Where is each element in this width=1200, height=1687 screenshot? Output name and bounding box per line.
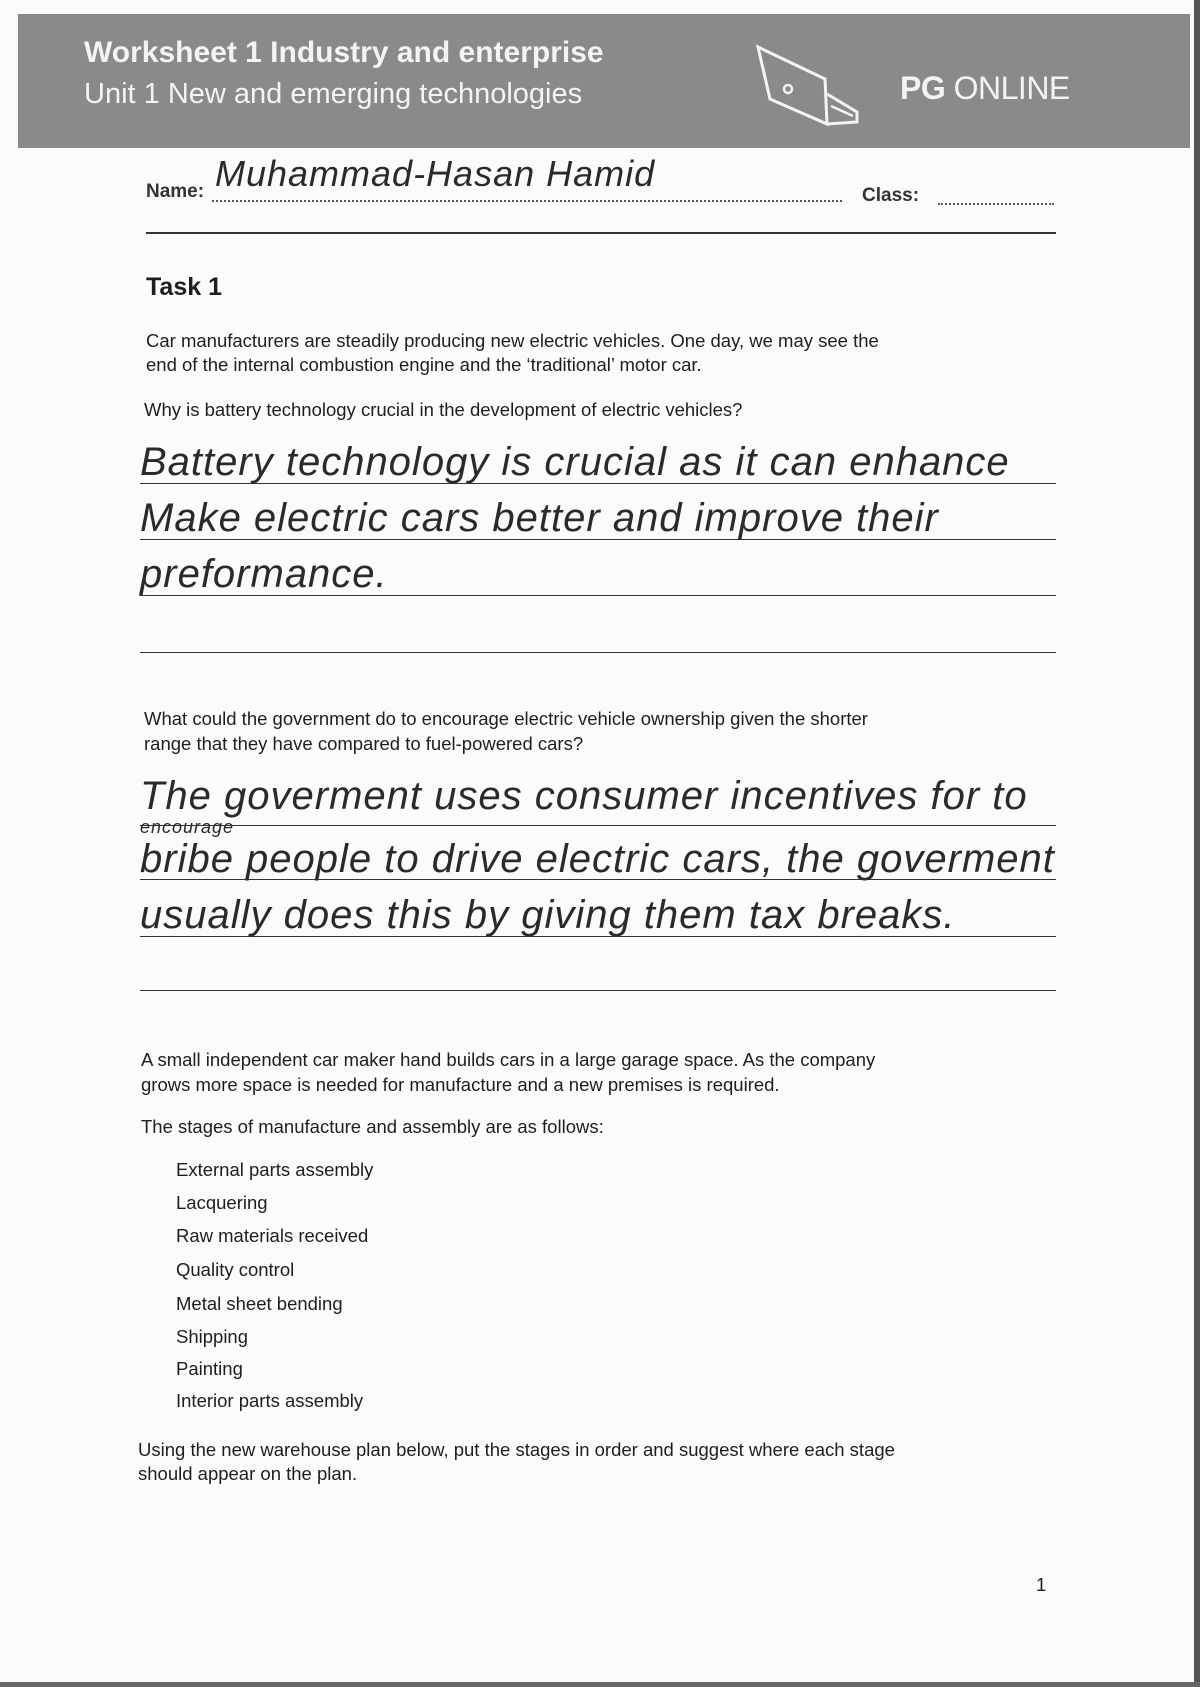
class-label: Class:: [862, 185, 920, 206]
question-2-line: What could the government do to encourage electric vehicle ownership given the shorter: [144, 708, 868, 729]
answer-2-line[interactable]: bribe people to drive electric cars, the goverment: [140, 837, 1055, 881]
intro-line: end of the internal combustion engine and the ‘traditional’ motor car.: [146, 354, 702, 375]
stage-item: Quality control: [176, 1259, 295, 1280]
stage-item: Interior parts assembly: [176, 1390, 364, 1411]
instruction-line: should appear on the plan.: [138, 1463, 358, 1484]
scan-edge-bottom: [0, 1682, 1200, 1687]
name-label: Name:: [146, 181, 205, 202]
pg-online-logo: [900, 70, 1070, 107]
worksheet-subtitle: Unit 1 New and emerging technologies: [84, 78, 583, 110]
answer-2-line[interactable]: usually does this by giving them tax breaks.: [140, 893, 956, 937]
question-1: Why is battery technology crucial in the development of electric vehicles?: [144, 399, 743, 420]
stage-item: Lacquering: [176, 1192, 268, 1213]
intro-line: Car manufacturers are steadily producing new electric vehicles. One day, we may see the: [146, 330, 879, 351]
name-field[interactable]: Muhammad-Hasan Hamid: [215, 153, 656, 194]
answer-1-line[interactable]: preformance.: [140, 552, 388, 596]
scenario-line: A small independent car maker hand builds cars in a large garage space. As the company: [141, 1049, 876, 1070]
laptop-logo-icon: [755, 44, 865, 129]
answer-line: [140, 652, 1056, 653]
instruction-line: Using the new warehouse plan below, put the stages in order and suggest where each stage: [138, 1439, 895, 1460]
name-field-line: [212, 200, 842, 202]
question-2-line: range that they have compared to fuel-powered cars?: [144, 733, 584, 754]
answer-2-insertion: encourage: [140, 817, 235, 837]
answer-2-line[interactable]: The goverment uses consumer incentives for to: [140, 774, 1028, 818]
header-divider: [146, 232, 1056, 234]
answer-1-line[interactable]: Make electric cars better and improve their: [140, 496, 939, 540]
stage-item: Shipping: [176, 1326, 249, 1347]
stages-intro: The stages of manufacture and assembly are as follows:: [141, 1116, 604, 1137]
stage-item: Painting: [176, 1358, 243, 1379]
logo-bold-text: PG: [900, 70, 946, 106]
class-field[interactable]: [938, 203, 1054, 205]
answer-1-line[interactable]: Battery technology is crucial as it can enhance: [140, 440, 1010, 484]
stage-item: Raw materials received: [176, 1225, 369, 1246]
task-heading: Task 1: [146, 273, 222, 301]
answer-line: [140, 990, 1056, 991]
page-number: 1: [1036, 1574, 1047, 1595]
worksheet-title: Worksheet 1 Industry and enterprise: [84, 36, 604, 69]
stage-item: External parts assembly: [176, 1159, 374, 1180]
answer-line: [140, 825, 1056, 826]
scenario-line: grows more space is needed for manufacture and a new premises is required.: [141, 1074, 780, 1095]
logo-text: ONLINE: [953, 70, 1070, 106]
stage-item: Metal sheet bending: [176, 1293, 343, 1314]
scan-edge-right: [1194, 0, 1200, 1687]
